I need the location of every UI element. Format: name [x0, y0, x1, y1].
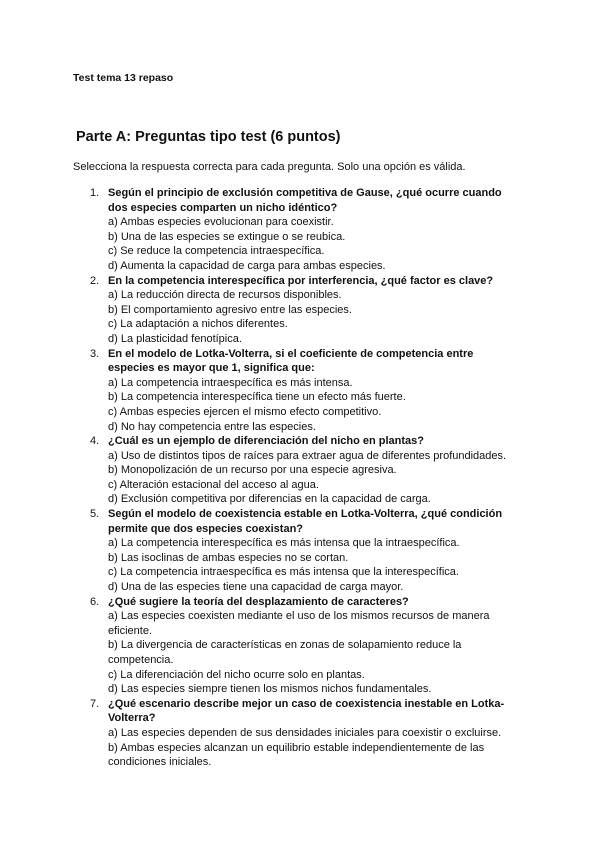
answer-option: a) La competencia interespecífica es más intensa que la intraespecífica.: [108, 537, 460, 550]
question-number: 6.: [90, 595, 100, 608]
question-text: En la competencia interespecífica por interferencia, ¿qué factor es clave?: [108, 274, 494, 287]
question-number: 7.: [90, 697, 100, 710]
question-item: [0, 697, 600, 770]
answer-option: a) La competencia intraespecífica es más intensa.: [108, 376, 353, 389]
answer-option: d) Las especies siempre tienen los mismos nichos fundamentales.: [108, 683, 432, 696]
answer-option: a) La reducción directa de recursos disponibles.: [108, 289, 342, 302]
question-item: [0, 507, 600, 595]
answer-option: b) Una de las especies se extingue o se reubica.: [108, 230, 346, 243]
question-number: 3.: [90, 347, 100, 360]
answer-option: a) Las especies dependen de sus densidades iniciales para coexistir o excluirse.: [108, 726, 502, 739]
answer-option: c) Se reduce la competencia intraespecífica.: [108, 245, 325, 258]
answer-option: c) Alteración estacional del acceso al agua.: [108, 478, 319, 491]
question-number: 5.: [90, 508, 100, 521]
answer-option: d) La plasticidad fenotípica.: [108, 332, 242, 345]
answer-option: a) Uso de distintos tipos de raíces para extraer agua de diferentes profundidades.: [108, 449, 507, 462]
answer-option: b) La divergencia de características en zonas de solapamiento reduce la competencia.: [108, 639, 462, 666]
answer-option: d) Aumenta la capacidad de carga para ambas especies.: [108, 259, 386, 272]
answer-option: b) Las isoclinas de ambas especies no se cortan.: [108, 551, 349, 564]
instructions-text: Selecciona la respuesta correcta para cada pregunta. Solo una opción es válida.: [73, 161, 466, 173]
question-text: Según el modelo de coexistencia estable en Lotka-Volterra, ¿qué condición permite que dos especies coexistan?: [108, 508, 503, 535]
question-text: Según el principio de exclusión competitiva de Gause, ¿qué ocurre cuando dos especies comparten un nicho idéntico?: [108, 187, 502, 214]
answer-option: d) Una de las especies tiene una capacidad de carga mayor.: [108, 581, 404, 594]
answer-option: b) El comportamiento agresivo entre las especies.: [108, 303, 352, 316]
answer-option: d) No hay competencia entre las especies.: [108, 420, 316, 433]
question-number: 2.: [90, 274, 100, 287]
question-number: 4.: [90, 435, 100, 448]
question-text: ¿Cuál es un ejemplo de diferenciación del nicho en plantas?: [108, 435, 425, 448]
answer-option: c) La competencia intraespecífica es más intensa que la interespecífica.: [108, 566, 459, 579]
section-title: Parte A: Preguntas tipo test (6 puntos): [76, 129, 341, 145]
question-text: ¿Qué sugiere la teoría del desplazamiento de caracteres?: [108, 595, 409, 608]
answer-option: d) Exclusión competitiva por diferencias en la capacidad de carga.: [108, 493, 431, 506]
question-item: [0, 274, 600, 347]
question-item: [0, 595, 600, 697]
answer-option: a) Ambas especies evolucionan para coexistir.: [108, 216, 334, 229]
answer-option: b) La competencia interespecífica tiene un efecto más fuerte.: [108, 391, 406, 404]
question-text: ¿Qué escenario describe mejor un caso de coexistencia inestable en Lotka-Volterra?: [108, 697, 505, 725]
answer-option: b) Ambas especies alcanzan un equilibrio estable independientemente de las condiciones iniciales.: [108, 741, 485, 769]
question-item: [0, 186, 600, 274]
answer-option: c) La diferenciación del nicho ocurre solo en plantas.: [108, 668, 365, 681]
answer-option: b) Monopolización de un recurso por una especie agresiva.: [108, 464, 397, 477]
question-number: 1.: [90, 187, 100, 199]
document-title: Test tema 13 repaso: [73, 72, 174, 84]
answer-option: a) Las especies coexisten mediante el uso de los mismos recursos de manera eficiente.: [108, 610, 490, 637]
question-text: En el modelo de Lotka-Volterra, si el coeficiente de competencia entre especies es mayor que 1, significa que:: [108, 347, 474, 375]
question-item: [0, 347, 600, 435]
answer-option: c) La adaptación a nichos diferentes.: [108, 318, 288, 331]
question-item: [0, 434, 600, 507]
answer-option: c) Ambas especies ejercen el mismo efecto competitivo.: [108, 405, 382, 418]
question-list: [0, 186, 600, 770]
